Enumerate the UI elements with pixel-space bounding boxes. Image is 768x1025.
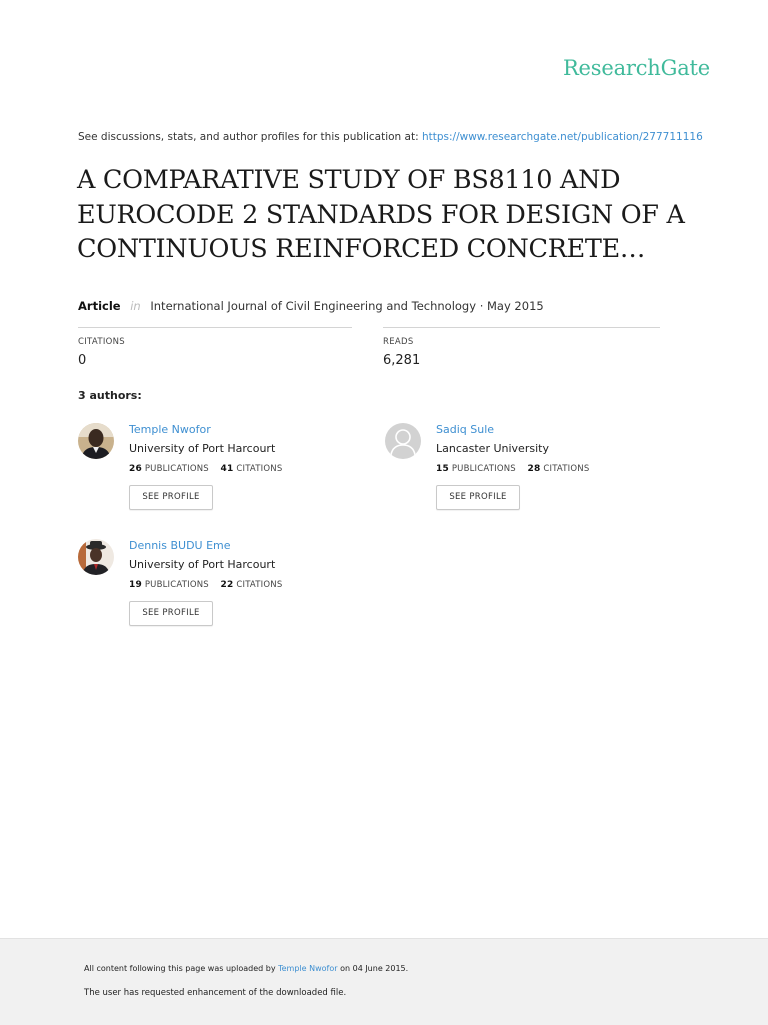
person-photo-icon[interactable]: [78, 423, 114, 459]
reads-label: READS: [383, 337, 414, 347]
publications-count: 19: [129, 580, 142, 590]
publications-count: 26: [129, 464, 142, 474]
uploader-link[interactable]: Temple Nwofor: [278, 964, 338, 973]
see-profile-button[interactable]: SEE PROFILE: [129, 601, 213, 626]
author-institution: University of Port Harcourt: [129, 442, 276, 455]
author-institution: University of Port Harcourt: [129, 558, 276, 571]
author-name-link[interactable]: Temple Nwofor: [129, 423, 211, 436]
citations-count: 28: [527, 464, 541, 474]
citations-count: 22: [220, 580, 234, 590]
article-venue[interactable]: International Journal of Civil Engineering and Technology · May 2015: [150, 299, 544, 313]
author-card: [385, 423, 685, 523]
publication-link[interactable]: https://www.researchgate.net/publication/277711116: [421, 131, 703, 143]
in-label: in: [130, 299, 141, 313]
author-stats: [129, 580, 282, 590]
discussion-text: See discussions, stats, and author profiles for this publication at:: [78, 131, 419, 143]
see-profile-button[interactable]: SEE PROFILE: [436, 485, 520, 510]
author-stats: [129, 464, 282, 474]
upload-prefix: All content following this page was uploaded by: [84, 964, 276, 973]
article-meta: [78, 299, 544, 313]
default-avatar-icon[interactable]: [385, 423, 421, 459]
person-photo-icon[interactable]: [78, 539, 114, 575]
citations-label: CITATIONS: [236, 580, 283, 590]
author-card: [78, 539, 378, 639]
publications-label: PUBLICATIONS: [144, 580, 209, 590]
citations-stat: [78, 327, 352, 368]
footer: [0, 938, 768, 1025]
publications-label: PUBLICATIONS: [451, 464, 516, 474]
reads-value: 6,281: [383, 353, 421, 368]
author-name-link[interactable]: Sadiq Sule: [436, 423, 495, 436]
article-type: Article: [78, 299, 121, 313]
author-name-link[interactable]: Dennis BUDU Eme: [129, 539, 231, 552]
author-institution: Lancaster University: [436, 442, 549, 455]
citations-label: CITATIONS: [543, 464, 590, 474]
citations-label: CITATIONS: [236, 464, 283, 474]
publications-count: 15: [436, 464, 449, 474]
citations-count: 41: [220, 464, 234, 474]
citations-label: CITATIONS: [78, 337, 125, 347]
authors-heading: 3 authors:: [78, 389, 142, 402]
article-title: A COMPARATIVE STUDY OF BS8110 AND EUROCODE 2 STANDARDS FOR DESIGN OF A CONTINUOUS REINFORCED CONCRETE…: [77, 165, 685, 264]
enhancement-note: The user has requested enhancement of the downloaded file.: [84, 988, 347, 998]
researchgate-logo[interactable]: ResearchGate: [562, 56, 710, 80]
discussion-line: [78, 131, 703, 143]
publications-label: PUBLICATIONS: [144, 464, 209, 474]
citations-value: 0: [78, 353, 87, 368]
upload-note: [84, 964, 408, 973]
author-card: [78, 423, 378, 523]
see-profile-button[interactable]: SEE PROFILE: [129, 485, 213, 510]
upload-suffix: on 04 June 2015.: [340, 964, 409, 973]
author-stats: [436, 464, 589, 474]
reads-stat: [383, 327, 660, 368]
